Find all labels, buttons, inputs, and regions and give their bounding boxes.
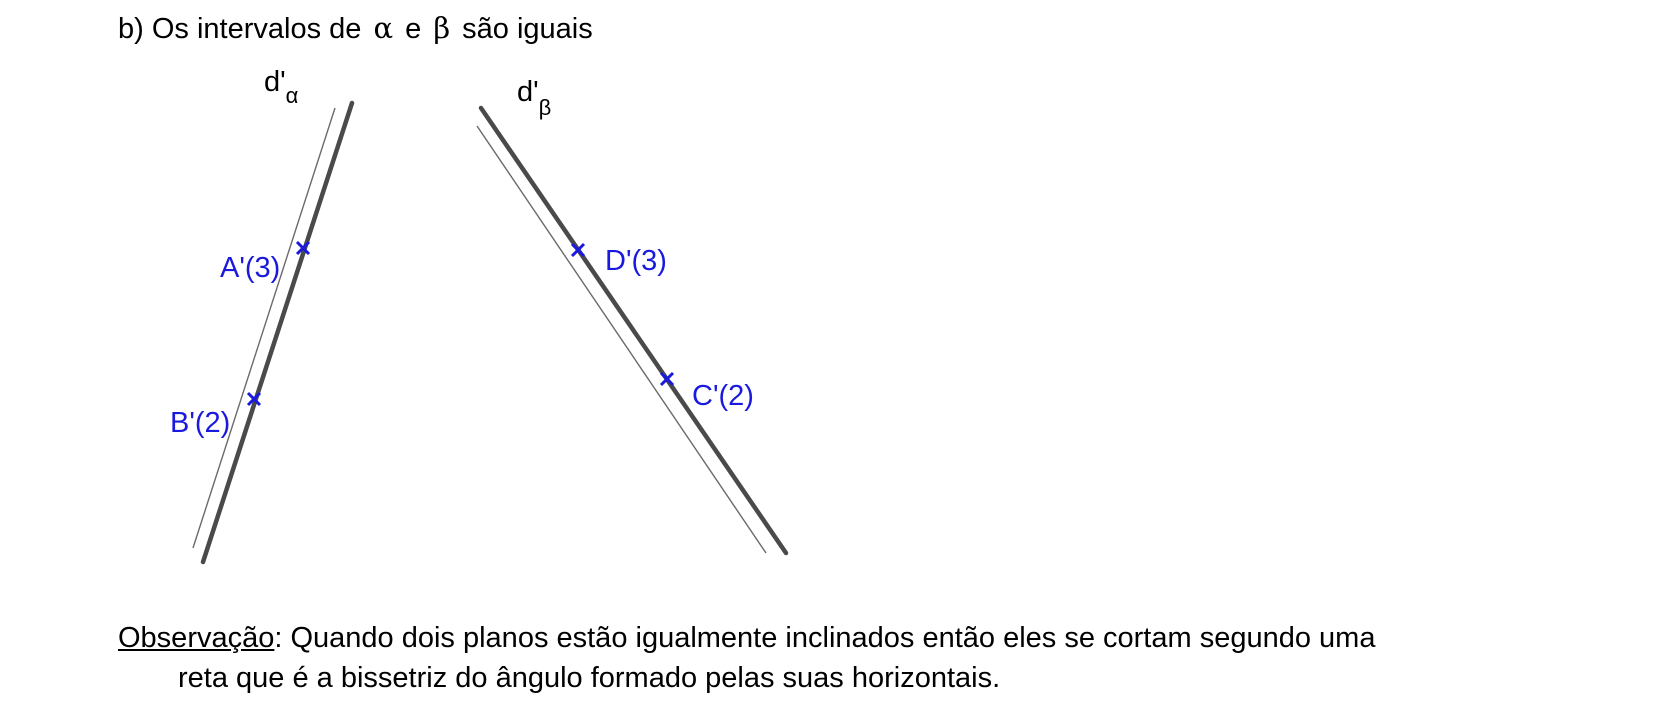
d-beta-label-main: d' — [517, 76, 539, 108]
d-beta-helper-line — [477, 126, 766, 553]
observation-text-1: : Quando dois planos estão igualmente inclinados então eles se cortam segundo uma — [274, 622, 1376, 654]
d-beta-label — [517, 76, 551, 120]
point-c-label: C'(2) — [692, 380, 754, 412]
point-d-label: D'(3) — [605, 245, 667, 277]
d-alpha-line — [203, 103, 352, 562]
d-alpha-helper-line — [193, 108, 335, 548]
alpha-symbol: α — [373, 11, 394, 45]
observation-line-1 — [118, 618, 1618, 658]
beta-symbol: β — [433, 11, 451, 45]
observation-label: Observação — [118, 622, 275, 654]
d-beta-line — [481, 108, 786, 553]
d-beta-label-subscript: β — [538, 95, 552, 120]
heading-conj: e — [405, 13, 422, 45]
heading-prefix: b) Os intervalos de — [118, 13, 362, 45]
d-alpha-label-main: d' — [264, 66, 286, 98]
observation-note — [118, 618, 1618, 698]
observation-line-2: reta que é a bissetriz do ângulo formado pelas suas horizontais. — [178, 662, 1001, 694]
point-b-label: B'(2) — [170, 407, 231, 439]
d-alpha-label — [264, 66, 299, 108]
heading-suffix: são iguais — [462, 13, 593, 45]
d-alpha-label-subscript: α — [285, 83, 299, 108]
point-a-label: A'(3) — [220, 252, 281, 284]
